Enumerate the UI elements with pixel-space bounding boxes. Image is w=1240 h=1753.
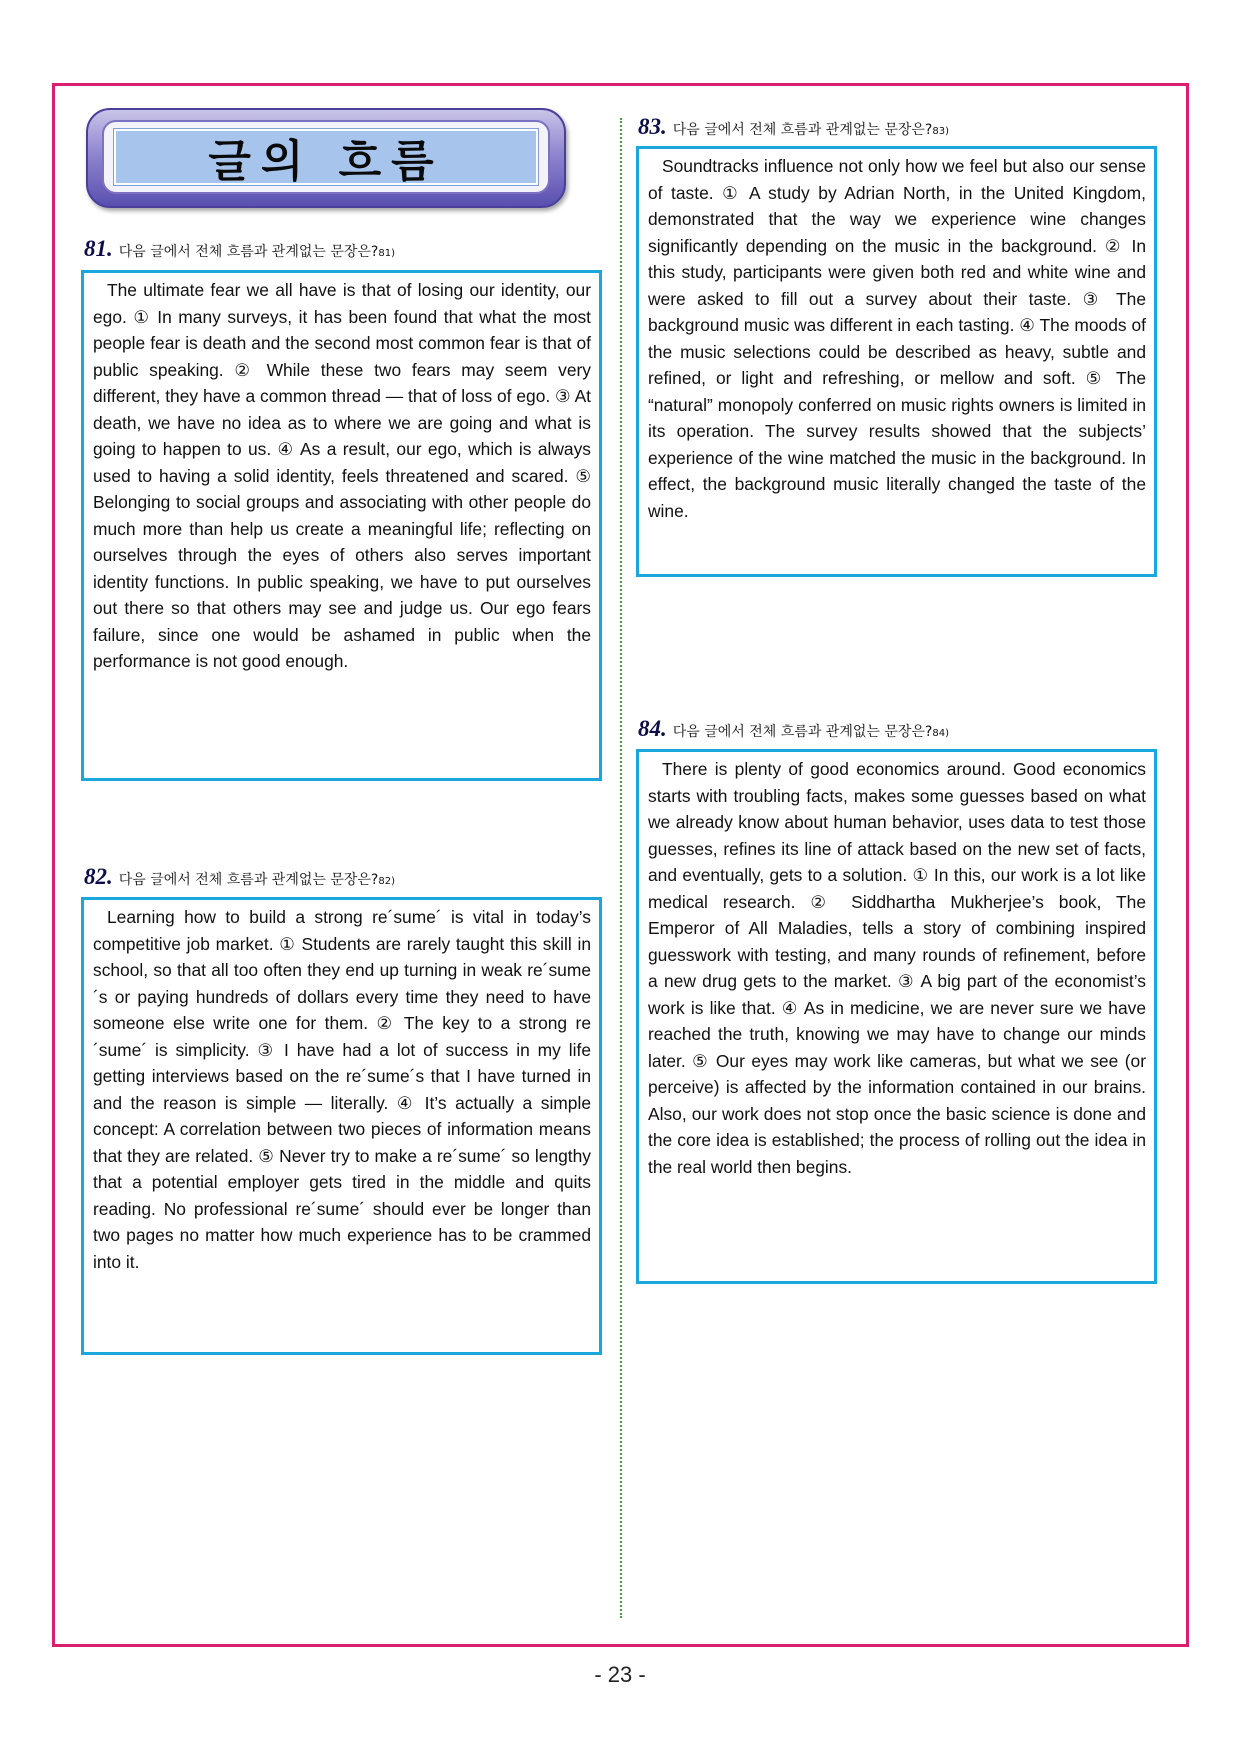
question-ref: 81) — [378, 248, 395, 259]
title-banner-inner — [102, 120, 550, 194]
question-83-heading — [638, 114, 949, 140]
passage-text: There is plenty of good economics around. Good economics starts with troubling facts, makes some guesses based on what we already know about human behavior, uses data to test those guesses, refines its line of attack based on the new set of facts, and eventually, gets to a solution. ① In this, our work is a lot like medical research. ② Siddhartha Mukherjee’s book, The Emperor of All Maladies, tells a story of combining inspired guesswork with testing, and many rounds of refinement, before a new drug gets to the market. ③ A big part of the economist’s work is like that. ④ As in medicine, we are never sure we have reached the truth, knowing we may have to change our minds later. ⑤ Our eyes may work like cameras, but what we see (or perceive) is affected by the information contained in our brains. Also, our work does not stop once the basic science is done and the core idea is established; the process of rolling out the idea in the real world then begins. — [648, 759, 1146, 1177]
question-number: 81. — [84, 236, 113, 261]
question-ref: 82) — [378, 876, 395, 887]
question-ref: 84) — [932, 728, 949, 739]
passage-text: The ultimate fear we all have is that of losing our identity, our ego. ① In many surveys, it has been found that what the most people fear is death and the second most common fear is that of public speaking. ② While these two fears may seem very different, they have a common thread — that of loss of ego. ③ At death, we have no idea as to where we are going and what is going to happen to us. ④ As a result, our ego, which is always used to having a solid identity, feels threatened and scared. ⑤ Belonging to social groups and associating with other people do much more than help us create a meaningful life; reflecting on ourselves through the eyes of others also serves important identity functions. In public speaking, we have to put ourselves out there so that others may see and judge us. Our ego fears failure, since one would be ashamed in public when the performance is not good enough. — [93, 280, 591, 671]
section-title: 글의 흐름 — [208, 136, 444, 187]
passage-text: Learning how to build a strong re´sume´ is vital in today’s competitive job market. ① Students are rarely taught this skill in school, so that all too often they end up turning in weak re´sume´s or paying hundreds of dollars every time they need to have someone else write one for them. ② The key to a strong re´sume´ is simplicity. ③ I have had a lot of success in my life getting interviews based on the re´sume´s that I have turned in and the reason is simple — literally. ④ It’s actually a simple concept: A correlation between two pieces of information means that they are related. ⑤ Never try to make a re´sume´ so lengthy that a potential employer gets tired in the middle and quits reading. No professional re´sume´ should ever be longer than two pages no matter how much experience has to be crammed into it. — [93, 907, 591, 1272]
title-banner-core — [114, 129, 538, 185]
question-81-heading — [84, 236, 395, 262]
question-84-passage — [636, 749, 1157, 1284]
question-81-passage — [81, 270, 602, 781]
question-82-heading — [84, 864, 395, 890]
question-prompt: 다음 글에서 전체 흐름과 관계없는 문장은? — [672, 724, 933, 740]
page-number: - 23 - — [594, 1662, 646, 1687]
question-84-heading — [638, 716, 949, 742]
question-prompt: 다음 글에서 전체 흐름과 관계없는 문장은? — [672, 122, 933, 138]
question-prompt: 다음 글에서 전체 흐름과 관계없는 문장은? — [118, 244, 379, 260]
question-prompt: 다음 글에서 전체 흐름과 관계없는 문장은? — [118, 872, 379, 888]
question-number: 84. — [638, 716, 667, 741]
question-82-passage — [81, 897, 602, 1355]
question-ref: 83) — [932, 126, 949, 137]
question-number: 83. — [638, 114, 667, 139]
column-divider — [620, 118, 622, 1618]
title-banner — [86, 108, 566, 208]
question-83-passage — [636, 146, 1157, 577]
passage-text: Soundtracks influence not only how we feel but also our sense of taste. ① A study by Adrian North, in the United Kingdom, demonstrated that the way we experience wine changes significantly depending on the music in the background. ② In this study, participants were given both red and white wine and were asked to fill out a survey about their taste. ③ The background music was different in each tasting. ④ The moods of the music selections could be described as heavy, subtle and refined, or light and refreshing, or mellow and soft. ⑤ The “natural” monopoly conferred on music rights owners is limited in its operation. The survey results showed that the subjects’ experience of the wine matched the music in the background. In effect, the background music literally changed the taste of the wine. — [648, 156, 1146, 521]
question-number: 82. — [84, 864, 113, 889]
